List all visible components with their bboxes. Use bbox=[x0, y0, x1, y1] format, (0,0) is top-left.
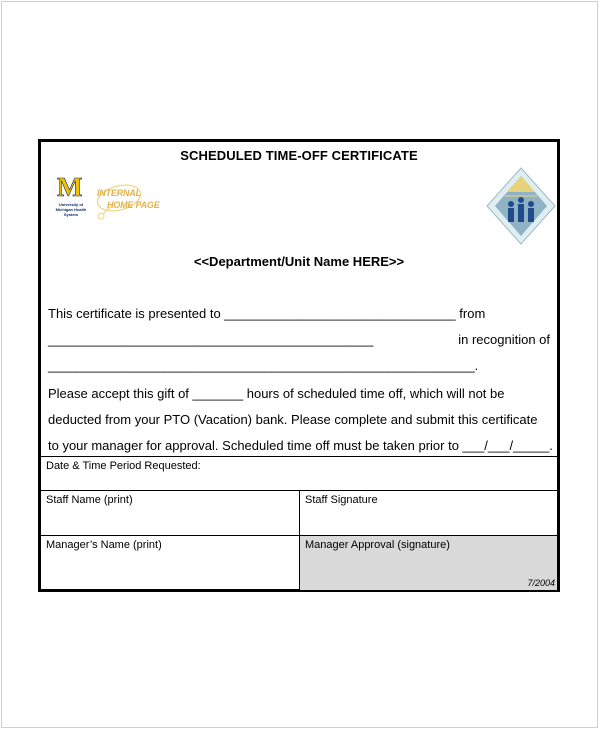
body-line-2-right: in recognition of bbox=[458, 332, 550, 347]
revision-date: 7/2004 bbox=[527, 578, 555, 588]
body-line-1: This certificate is presented to ________________________________ from bbox=[48, 306, 486, 321]
um-logo-text: University of Michigan Health System bbox=[55, 202, 87, 217]
manager-approval-label: Manager Approval (signature) bbox=[305, 539, 450, 551]
staff-signature-label: Staff Signature bbox=[305, 494, 378, 506]
staff-name-label: Staff Name (print) bbox=[46, 494, 133, 506]
body-line-3: ___________________________________________________________. bbox=[48, 358, 479, 373]
staff-name-field[interactable] bbox=[41, 490, 300, 535]
date-period-field[interactable] bbox=[41, 457, 557, 490]
university-michigan-logo bbox=[53, 172, 89, 217]
date-period-label: Date & Time Period Requested: bbox=[46, 460, 201, 472]
request-form-table bbox=[41, 456, 557, 590]
internal-text: INTERNAL bbox=[97, 188, 141, 198]
block-m-icon: M bbox=[57, 172, 83, 202]
home-page-text: HOME PAGE bbox=[107, 200, 160, 210]
staff-signature-field[interactable] bbox=[300, 490, 557, 535]
manager-name-label: Manager’s Name (print) bbox=[46, 539, 162, 551]
internal-home-page-logo[interactable] bbox=[93, 180, 160, 224]
body-line-5: deducted from your PTO (Vacation) bank. Please complete and submit this certificate bbox=[48, 412, 538, 427]
manager-name-field[interactable] bbox=[41, 535, 300, 590]
body-line-2: _____________________________________________ bbox=[48, 332, 374, 347]
body-line-4: Please accept this gift of _______ hours of scheduled time off, which will not be bbox=[48, 386, 505, 401]
body-line-6: to your manager for approval. Scheduled time off must be taken prior to ___/___/_____. bbox=[48, 438, 553, 453]
certificate-title: SCHEDULED TIME-OFF CERTIFICATE bbox=[180, 148, 418, 163]
department-name: <<Department/Unit Name HERE>> bbox=[193, 254, 405, 269]
manager-approval-field[interactable] bbox=[300, 535, 557, 590]
certificate bbox=[38, 139, 560, 592]
people-diamond-icon bbox=[485, 166, 557, 246]
